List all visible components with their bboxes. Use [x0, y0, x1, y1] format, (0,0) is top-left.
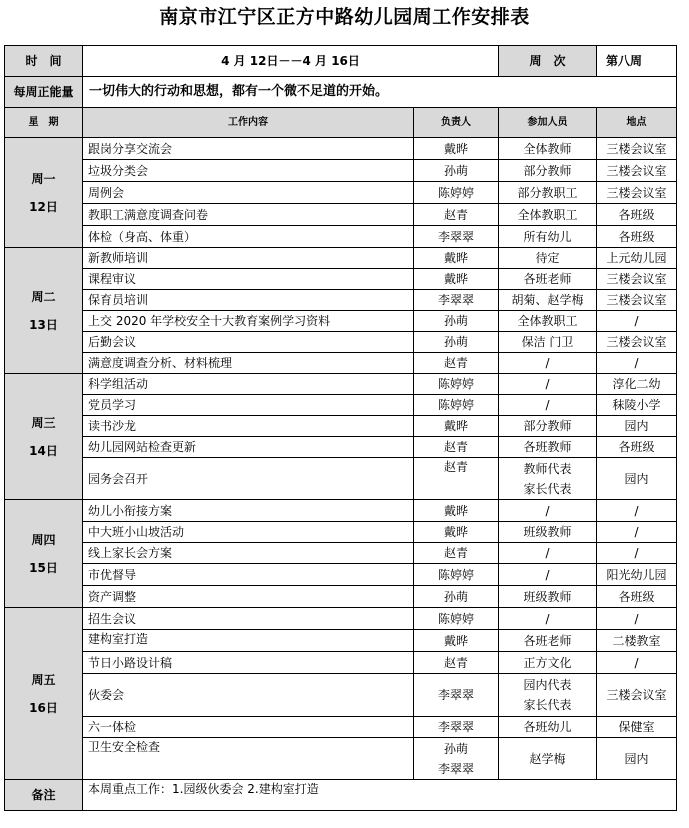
- task-content: 建构室打造: [83, 630, 414, 652]
- task-participants: 各班教师: [499, 437, 597, 458]
- task-content: 伙委会: [83, 674, 414, 717]
- task-content: 教职工满意度调查问卷: [83, 204, 414, 226]
- day-name: 周四: [31, 532, 56, 547]
- task-participants: 全体教职工: [499, 311, 597, 332]
- participants-line: 园内代表: [523, 678, 572, 692]
- participants-line: 家长代表: [523, 698, 572, 712]
- table-row: [5, 543, 677, 564]
- table-row: [5, 458, 677, 500]
- task-place: 三楼会议室: [597, 138, 677, 160]
- task-content: 新教师培训: [83, 248, 414, 269]
- task-content: 垃圾分类会: [83, 160, 414, 182]
- day-name: 周二: [31, 289, 56, 304]
- table-row: [5, 182, 677, 204]
- col-content: 工作内容: [83, 108, 414, 138]
- task-place: 各班级: [597, 437, 677, 458]
- table-row: [5, 353, 677, 374]
- day-name: 周三: [31, 415, 56, 430]
- task-content: 六一体检: [83, 717, 414, 738]
- table-row: [5, 226, 677, 248]
- task-owner: 李翠翠: [414, 717, 499, 738]
- task-owner: 戴晔: [414, 138, 499, 160]
- task-participants: [499, 458, 597, 500]
- table-row: [5, 290, 677, 311]
- day-cell-wed: [5, 374, 83, 500]
- table-row: [5, 608, 677, 630]
- table-row: [5, 138, 677, 160]
- task-place: 三楼会议室: [597, 182, 677, 204]
- table-row: [5, 564, 677, 586]
- task-participants: 各班老师: [499, 269, 597, 290]
- task-content: 体检（身高、体重）: [83, 226, 414, 248]
- table-row: [5, 248, 677, 269]
- time-label: 时 间: [5, 46, 83, 77]
- task-content: 园务会召开: [83, 458, 414, 500]
- task-owner: 陈婷婷: [414, 608, 499, 630]
- day-cell-mon: [5, 138, 83, 248]
- task-place: /: [597, 543, 677, 564]
- day-cell-fri: [5, 608, 83, 780]
- task-owner: 戴晔: [414, 522, 499, 543]
- day-name: 周一: [31, 171, 56, 186]
- table-row: [5, 416, 677, 437]
- table-row: [5, 738, 677, 780]
- task-participants: 正方文化: [499, 652, 597, 674]
- task-participants: 待定: [499, 248, 597, 269]
- task-participants: /: [499, 353, 597, 374]
- task-content: 党员学习: [83, 395, 414, 416]
- table-row: [5, 160, 677, 182]
- task-place: 三楼会议室: [597, 674, 677, 717]
- task-participants: 各班幼儿: [499, 717, 597, 738]
- task-owner: 孙萌: [414, 332, 499, 353]
- task-place: /: [597, 353, 677, 374]
- task-participants: /: [499, 500, 597, 522]
- task-owner: 李翠翠: [414, 226, 499, 248]
- task-content: 读书沙龙: [83, 416, 414, 437]
- day-name: 周五: [31, 672, 56, 687]
- header-row: [5, 46, 677, 77]
- task-place: /: [597, 522, 677, 543]
- task-owner: 陈婷婷: [414, 374, 499, 395]
- day-date: 13日: [29, 317, 58, 332]
- notes-row: [5, 780, 677, 811]
- task-content: 资产调整: [83, 586, 414, 608]
- day-cell-tue: [5, 248, 83, 374]
- table-row: [5, 311, 677, 332]
- task-content: 市优督导: [83, 564, 414, 586]
- task-content: 节日小路设计稿: [83, 652, 414, 674]
- table-row: [5, 717, 677, 738]
- participants-line: 教师代表: [523, 461, 572, 476]
- task-participants: 班级教师: [499, 522, 597, 543]
- table-row: [5, 674, 677, 717]
- motto-text: 一切伟大的行动和思想，都有一个微不足道的开始。: [83, 77, 677, 108]
- motto-row: [5, 77, 677, 108]
- task-participants: 所有幼儿: [499, 226, 597, 248]
- task-place: 三楼会议室: [597, 269, 677, 290]
- table-row: [5, 500, 677, 522]
- motto-label: 每周正能量: [5, 77, 83, 108]
- task-content: 课程审议: [83, 269, 414, 290]
- task-owner: 孙萌: [414, 586, 499, 608]
- task-owner: 赵青: [414, 437, 499, 458]
- day-cell-thu: [5, 500, 83, 608]
- task-place: 园内: [597, 738, 677, 780]
- task-place: 园内: [597, 416, 677, 437]
- task-owner: 戴晔: [414, 269, 499, 290]
- task-owner: 戴晔: [414, 500, 499, 522]
- task-place: /: [597, 608, 677, 630]
- task-content: 周例会: [83, 182, 414, 204]
- col-place: 地点: [597, 108, 677, 138]
- task-participants: 部分教师: [499, 416, 597, 437]
- task-owner: 孙萌: [414, 311, 499, 332]
- week-value: [597, 46, 677, 77]
- table-row: [5, 586, 677, 608]
- task-participants: 全体教职工: [499, 204, 597, 226]
- task-participants: /: [499, 543, 597, 564]
- task-place: 三楼会议室: [597, 332, 677, 353]
- task-content: 线上家长会方案: [83, 543, 414, 564]
- column-header-row: [5, 108, 677, 138]
- table-row: [5, 204, 677, 226]
- table-row: [5, 652, 677, 674]
- day-date: 12日: [29, 199, 58, 214]
- table-row: [5, 269, 677, 290]
- task-participants: 班级教师: [499, 586, 597, 608]
- week-label: 周 次: [499, 46, 597, 77]
- notes-text: 本周重点工作：1.园级伙委会 2.建构室打造: [83, 780, 677, 811]
- task-participants: 部分教职工: [499, 182, 597, 204]
- task-owner: 陈婷婷: [414, 395, 499, 416]
- col-day: 星 期: [5, 108, 83, 138]
- task-content: 满意度调查分析、材料梳理: [83, 353, 414, 374]
- task-place: 保健室: [597, 717, 677, 738]
- task-place: 各班级: [597, 586, 677, 608]
- owner-line: 李翠翠: [437, 761, 474, 776]
- task-owner: 戴晔: [414, 416, 499, 437]
- day-date: 14日: [29, 443, 58, 458]
- task-owner: 赵青: [414, 353, 499, 374]
- task-place: /: [597, 500, 677, 522]
- task-content: 后勤会议: [83, 332, 414, 353]
- task-participants: /: [499, 374, 597, 395]
- task-owner: 赵青: [414, 543, 499, 564]
- task-place: 上元幼儿园: [597, 248, 677, 269]
- task-place: /: [597, 311, 677, 332]
- time-value: 4 月 12日－－4 月 16日: [83, 46, 499, 77]
- task-participants: 胡菊、赵学梅: [499, 290, 597, 311]
- task-participants: 全体教师: [499, 138, 597, 160]
- table-row: [5, 437, 677, 458]
- task-place: 淳化二幼: [597, 374, 677, 395]
- task-owner: 孙萌: [414, 160, 499, 182]
- participants-line: 家长代表: [523, 481, 572, 496]
- table-row: [5, 395, 677, 416]
- day-date: 16日: [29, 700, 58, 715]
- table-row: [5, 332, 677, 353]
- task-place: 秣陵小学: [597, 395, 677, 416]
- table-row: [5, 374, 677, 395]
- task-content: 保育员培训: [83, 290, 414, 311]
- owner-line: 孙萌: [443, 741, 468, 756]
- task-owner: 李翠翠: [414, 290, 499, 311]
- table-row: [5, 522, 677, 543]
- task-owner: 戴晔: [414, 630, 499, 652]
- task-owner: [414, 738, 499, 780]
- task-place: 园内: [597, 458, 677, 500]
- task-owner: 赵青: [414, 652, 499, 674]
- task-owner: 赵青: [414, 204, 499, 226]
- task-content: 跟岗分享交流会: [83, 138, 414, 160]
- col-owner: 负责人: [414, 108, 499, 138]
- task-participants: 保洁 门卫: [499, 332, 597, 353]
- task-content: 科学组活动: [83, 374, 414, 395]
- notes-label: 备注: [5, 780, 83, 811]
- col-participants: 参加人员: [499, 108, 597, 138]
- task-owner: 戴晔: [414, 248, 499, 269]
- task-content: 中大班小山坡活动: [83, 522, 414, 543]
- weekly-schedule-table: [4, 45, 677, 811]
- page-title: 南京市江宁区正方中路幼儿园周工作安排表: [159, 6, 530, 28]
- task-participants: /: [499, 564, 597, 586]
- task-owner: 陈婷婷: [414, 182, 499, 204]
- day-date: 15日: [29, 560, 58, 575]
- task-participants: /: [499, 608, 597, 630]
- task-content: 幼儿小衔接方案: [83, 500, 414, 522]
- task-place: 各班级: [597, 226, 677, 248]
- table-row: [5, 630, 677, 652]
- task-owner: 李翠翠: [414, 674, 499, 717]
- task-owner: 陈婷婷: [414, 564, 499, 586]
- task-content: 上交 2020 年学校安全十大教育案例学习资料: [83, 311, 414, 332]
- task-participants: 赵学梅: [499, 738, 597, 780]
- task-place: /: [597, 652, 677, 674]
- task-place: 三楼会议室: [597, 160, 677, 182]
- task-place: 各班级: [597, 204, 677, 226]
- task-content: 幼儿园网站检查更新: [83, 437, 414, 458]
- task-participants: 各班老师: [499, 630, 597, 652]
- task-content: 招生会议: [83, 608, 414, 630]
- task-participants: /: [499, 395, 597, 416]
- task-place: 三楼会议室: [597, 290, 677, 311]
- task-participants: 部分教师: [499, 160, 597, 182]
- task-content: 卫生安全检查: [83, 738, 414, 780]
- week-value-text: 第八周: [605, 54, 642, 68]
- task-place: 阳光幼儿园: [597, 564, 677, 586]
- task-participants: [499, 674, 597, 717]
- task-owner: 赵青: [414, 458, 499, 500]
- task-place: 二楼教室: [597, 630, 677, 652]
